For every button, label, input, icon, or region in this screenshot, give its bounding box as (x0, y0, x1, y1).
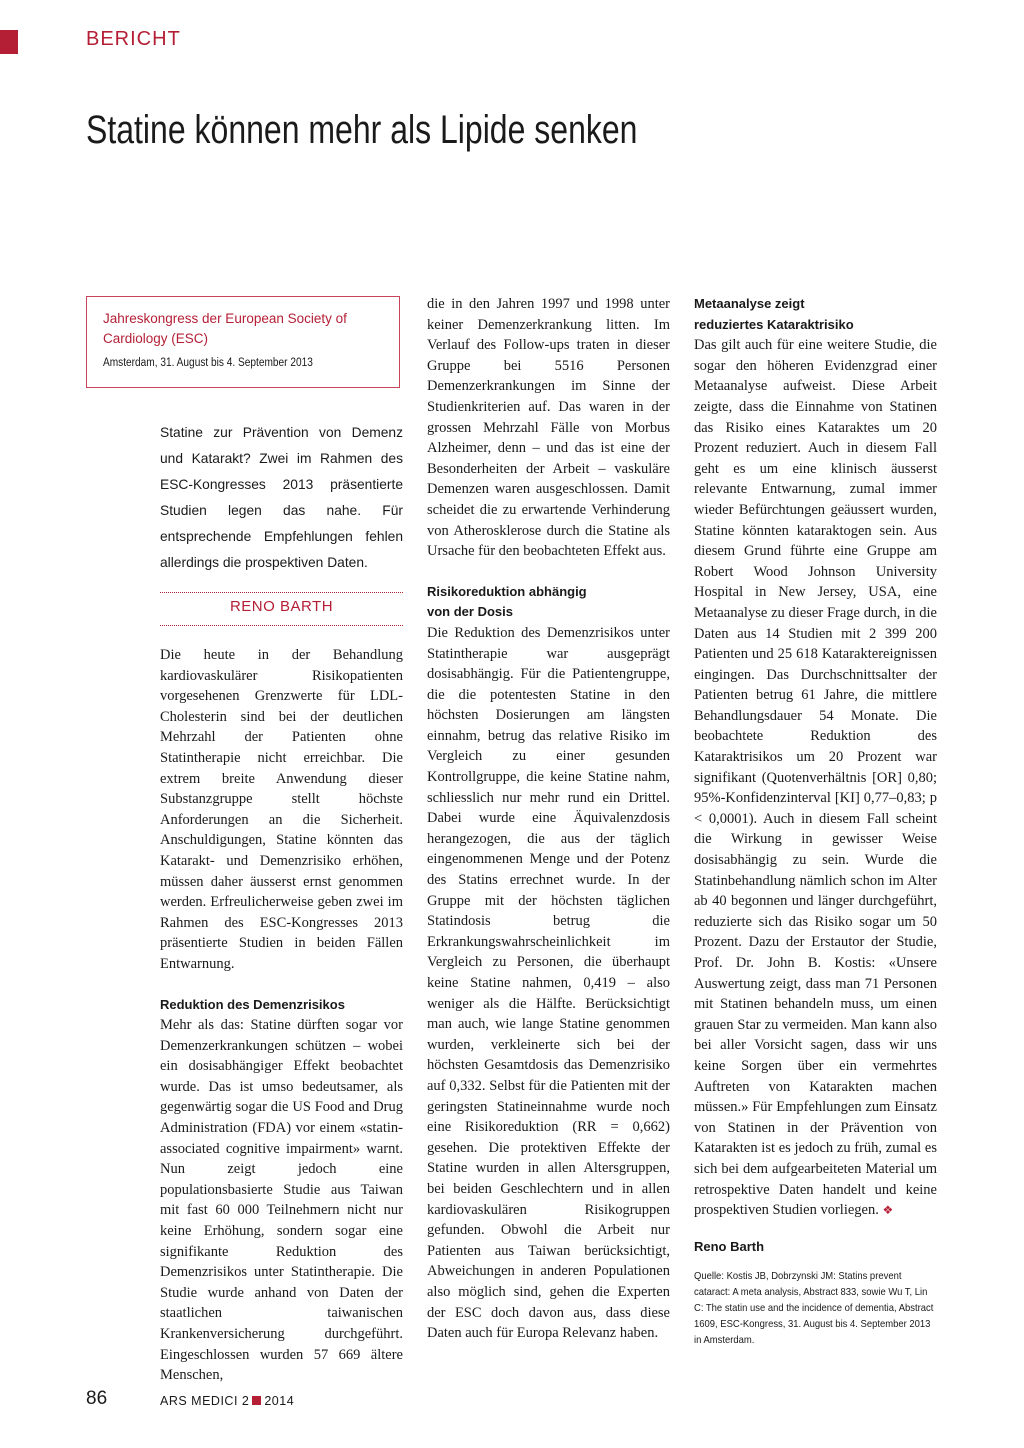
article-title: Statine können mehr als Lipide senken (86, 108, 638, 152)
author-byline: RENO BARTH (229, 598, 334, 615)
source-note: Quelle: Kostis JB, Dobrzynski JM: Statins prevent cataract: A meta analysis, Abstract 833, sowie Wu T, Lin C: The statin use and the incidence of dementia, Abstract 1609, ESC-Kongress, 31. August bis 4. September 2013 in Amsterdam. (694, 1269, 934, 1346)
journal-year: 2014 (264, 1394, 295, 1408)
column-3 (694, 294, 937, 1348)
section-marker (0, 30, 18, 54)
subheading: Reduktion des Demenzrisikos (160, 996, 345, 1012)
section-label: BERICHT (86, 28, 181, 50)
conference-name: Jahreskongress der European Society of Cardiology (ESC) (103, 311, 347, 346)
conference-location: Amsterdam, 31. August bis 4. September 2013 (103, 357, 313, 369)
author-signoff: Reno Barth (694, 1238, 765, 1254)
subheading: Risikoreduktion abhängig von der Dosis (427, 583, 587, 620)
column-1 (160, 645, 403, 1386)
conference-info-box (86, 296, 400, 388)
lead-paragraph: Statine zur Prävention von Demenz und Katarakt? Zwei im Rahmen des ESC-Kongresses 2013 präsentierte Studien legen das nahe. Für entsprechende Empfehlungen fehlen allerdings die prospektiven Daten. (160, 425, 403, 570)
journal-footer (160, 1394, 294, 1408)
body-paragraph: Die Reduktion des Demenzrisikos unter Statintherapie war ausgeprägt dosisabhängig. Für die Patientengruppe, die die potentesten Statine in den höchsten Dosierungen am längsten einnahm, betrug das relative Risiko im Vergleich zu einer gesunden Kontrollgruppe, die keine Statine nahm, schliesslich nur mehr rund ein Drittel. Dabei wurde eine Äquivalenzdosis herangezogen, die aus der täglich eingenommenen Menge und der Potenz des Statins errechnet wurde. In der Gruppe mit der höchsten täglichen Statindosis betrug die Erkrankungswahrscheinlichkeit im Vergleich zu Personen, die überhaupt keine Statine nahmen, 0,419 – also weniger als die Hälfte. Berücksichtigt man auch, wie lange Statine genommen wurden, verkleinerte sich bei der höchsten Gesamtdosis das Demenzrisiko auf 0,332. Selbst für die Patienten mit der geringsten Statineinnahme wurde noch eine Risikoreduktion (RR = 0,662) gesehen. Die protektiven Effekte der Statine wurden in allen Altersgruppen, bei beiden Geschlechtern und in allen kardiovaskulären Risikogruppen gefunden. Obwohl die Arbeit nur Patienten aus Taiwan berücksichtigt, Abweichungen in anderen Populationen also möglich sind, gehen die Experten der ESC doch davon aus, dass diese Daten auch für Europa Relevanz haben. (427, 624, 670, 1342)
body-paragraph: Mehr als das: Statine dürften sogar vor Demenzerkrankungen schützen – wobei ein dosisabhängiger Effekt beobachtet wurde. Das ist umso bedeutsamer, als gegenwärtig sogar die US Food and Drug Administration (FDA) vor einem «statin-associated cognitive impairment» warnt. Nun zeigt jedoch eine populationsbasierte Studie aus Taiwan mit fast 60 000 Teilnehmern nicht nur keine Erhöhung, sondern sogar eine signifikante Reduktion des Demenzrisikos unter Statintherapie. Die Studie wurde anhand von Daten der staatlichen taiwanischen Krankenversicherung durchgeführt. Eingeschlossen wurden 57 669 ältere Menschen, (160, 1017, 403, 1384)
body-paragraph: Die heute in der Behandlung kardiovaskulärer Risikopatienten vorgesehenen Grenzwerte für LDL-Cholesterin sind bei der deutlichen Mehrzahl der Patienten ohne Statintherapie nicht erreichbar. Die extrem breite Anwendung dieser Substanzgruppe stellt höchste Anforderungen an die Sicherheit. Anschuldigungen, Statine könnten das Katarakt- und Demenzrisiko erhöhen, müssen daher äusserst ernst genommen werden. Erfreulicherweise geben zwei im Rahmen des ESC-Kongresses 2013 präsentierte Studien in beiden Fällen Entwarnung. (160, 647, 403, 972)
square-icon (252, 1396, 261, 1405)
body-paragraph: die in den Jahren 1997 und 1998 unter keiner Demenzerkrankung litten. Im Verlauf des Follow-ups traten in dieser Gruppe bei 5516 Personen Demenzerkrankungen im Sinne der Studienkriterien auf. Das waren in der grossen Mehrzahl Fälle von Morbus Alzheimer, denn – und das ist eine der Besonderheiten der Arbeit – vaskuläre Demenzen waren ausgeschlossen. Damit scheidet die zu erwartende Verhinderung von Atherosklerose durch die Statine als Ursache für den beobachteten Effekt aus. (427, 296, 670, 560)
end-mark-icon: ❖ (882, 1203, 894, 1218)
divider-bottom (160, 625, 403, 626)
divider-top (160, 592, 403, 593)
body-text: Das gilt auch für eine weitere Studie, die sogar den höheren Evidenzgrad einer Metaanalyse aufweist. Diese Arbeit zeigte, dass die Einnahme von Statinen das Risiko eines Kataraktes um 20 Prozent reduziert. Auch in diesem Fall geht es um eine klinisch äusserst relevante Entwarnung, zumal immer wieder Befürchtungen geäussert wurden, Statine könnten kataraktogen sein. Aus diesem Grund führte eine Gruppe am Robert Wood Johnson University Hospital in New Jersey, USA, eine Metaanalyse zu dieser Frage durch, in die Daten aus 14 Studien mit 2 399 200 Patienten und 25 618 Kataraktereignissen eingingen. Das Durchschnittsalter der Patienten betrug 61 Jahre, die mittlere Behandlungsdauer 54 Monate. Die beobachtete Reduktion des Kataraktrisikos um 20 Prozent war signifikant (Quotenverhältnis [OR] 0,80; 95%-Konfidenzinterval [KI] 0,77–0,83; p < 0,0001). Auch in diesem Fall scheint die Wirkung in gewisser Weise dosisabhängig zu sein. Wurde die Statinbehandlung nämlich schon im Alter ab 40 begonnen und länger durchgeführt, reduzierte sich das Risiko sogar um 50 Prozent. Dazu der Erstautor der Studie, Prof. Dr. John B. Kostis: «Unsere Auswertung zeigt, dass man 71 Personen mit Statinen behandeln muss, um einen grauen Star zu vermeiden. Man kann also bei aller Vorsicht sagen, dass wir uns keine Sorgen über ein vermehrtes Auftreten von Katarakten machen müssen.» Für Empfehlungen zum Einsatz von Statinen in der Prävention von Katarakten ist es jedoch zu früh, zumal es sich bei dem aufgearbeiteten Material um retrospektive Daten handelt und keine prospektiven Studien vorliegen. (694, 337, 937, 1219)
journal-name: ARS MEDICI 2 (160, 1394, 250, 1408)
body-paragraph (694, 335, 937, 1221)
column-2 (427, 294, 670, 1344)
page-number: 86 (86, 1388, 108, 1409)
subheading: Metaanalyse zeigt reduziertes Kataraktrisiko (694, 296, 854, 332)
